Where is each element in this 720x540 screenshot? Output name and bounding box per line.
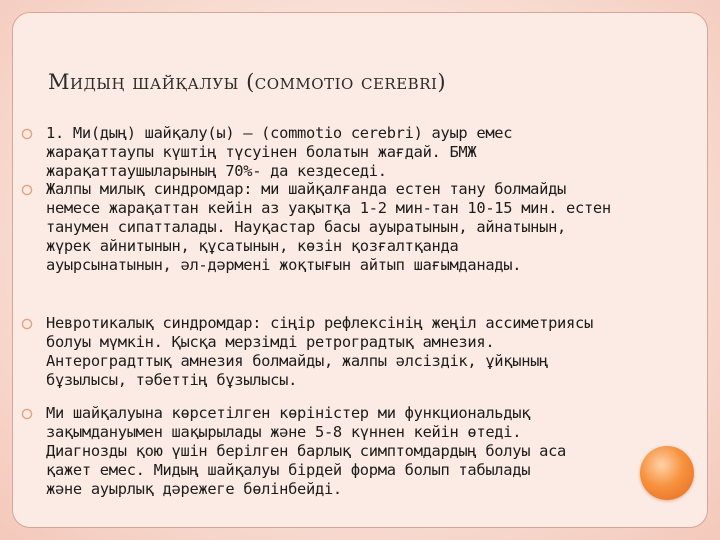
decorative-orb — [640, 446, 694, 500]
slide-title: Мидың шайқалуы (commotio cerebri) — [48, 70, 447, 94]
circle-bullet-icon — [21, 318, 33, 330]
bullet-text: 1. Ми(дың) шайқалу(ы) – (commotio cerebri) ауыр емес жарақаттаупы күштің түсуінен болатын жағдай. БМЖ жарақаттаушыларының 70%- да кездеседі. — [46, 124, 513, 180]
bullet-text: Жалпы милық синдромдар: ми шайқалғанда естен тану болмайды немесе жарақаттан кейін аз уақытқа 1-2 мин-тан 10-15 мин. естен танумен сипатталады. Науқастар басы ауыратынын, айнатынын, жүрек айнитынын, құсатынын, көзін қозғалтқанда ауырсынатынын, әл-дәрменi жоқтығын айтып шағымданады. — [46, 180, 611, 274]
circle-bullet-icon — [21, 408, 33, 420]
circle-bullet-icon — [21, 128, 33, 140]
bullet-text: Невротикалық синдромдар: сіңір рефлексінің жеңіл ассиметриясы болуы мүмкін. Қысқа мерзімді ретроградтық амнезия. Антероградттық амнезия болмайды, жалпы әлсіздік, ұйқының бұзылысы, тәбеттің бұзылысы. — [46, 314, 593, 389]
bullet-text: Ми шайқалуына көрсетілген көріністер ми функциональдық зақымдануымен шақырылады және 5-8 күннен кейін өтеді. Диагнозды қою үшін берілген барлық симптомдардың болуы аса қажет емес. Мидың шайқалуы бірдей форма болып табылады және ауырлық дәрежеге бөлінбейді. — [46, 404, 567, 498]
circle-bullet-icon — [21, 184, 33, 196]
